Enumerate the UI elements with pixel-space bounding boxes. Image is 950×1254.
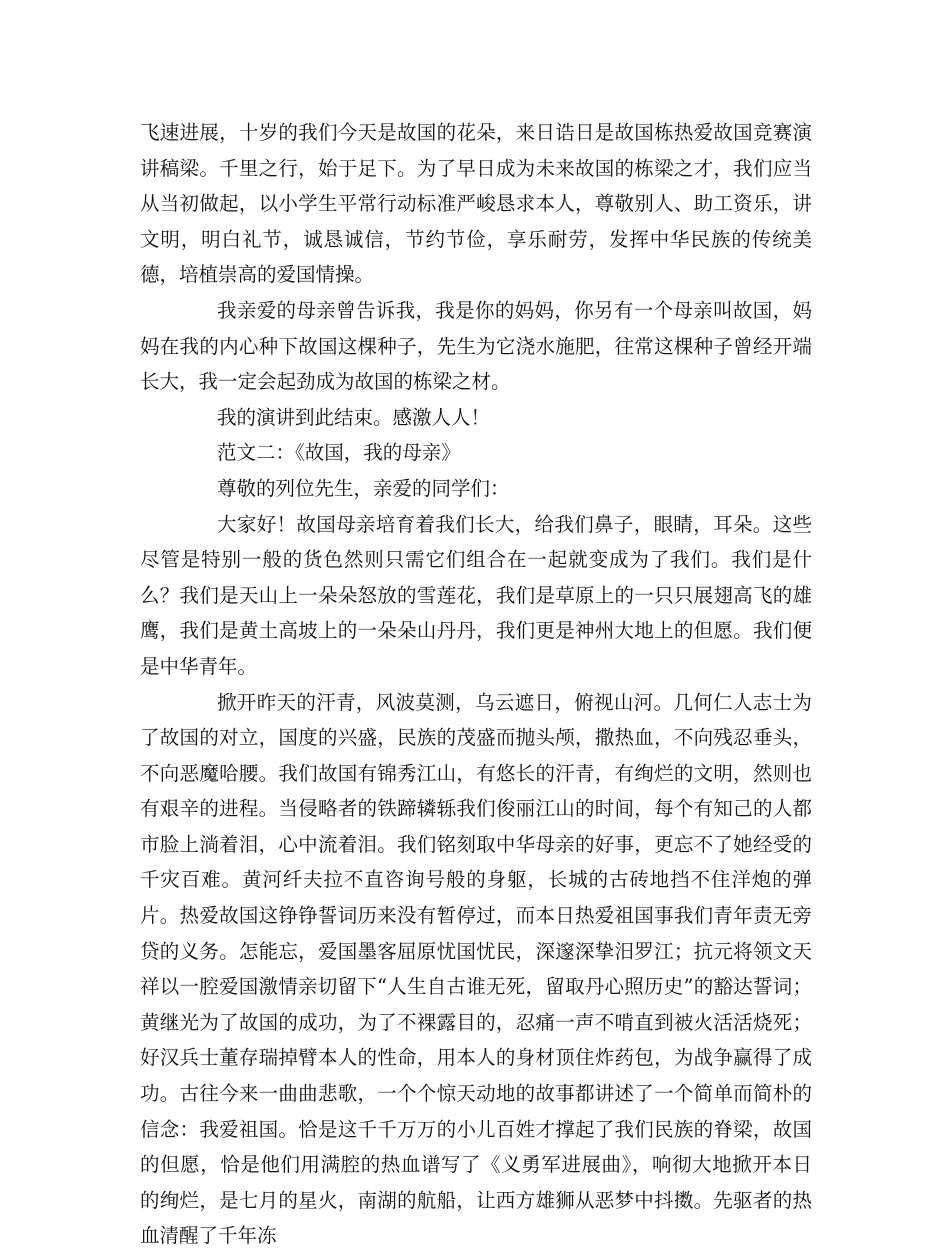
closing-line: 我的演讲到此结束。感激人人！ <box>140 400 812 436</box>
paragraph: 大家好！故国母亲培育着我们长大，给我们鼻子，眼睛，耳朵。这些尽管是特别一般的货色然则只需它们组合在一起就变成为了我们。我们是什么？我们是天山上一朵朵怒放的雪莲花，我们是草原上的一只只展翅高飞的雄鹰，我们是黄土高坡上的一朵朵山丹丹，我们更是神州大地上的但愿。我们便是中华青年。 <box>140 507 812 685</box>
paragraph: 我亲爱的母亲曾告诉我，我是你的妈妈，你另有一个母亲叫故国，妈妈在我的内心种下故国这棵种子，先生为它浇水施肥，往常这棵种子曾经开端长大，我一定会起劲成为故国的栋梁之材。 <box>140 293 812 400</box>
paragraph: 掀开昨天的汗青，风波莫测，乌云遮日，俯视山河。几何仁人志士为了故国的对立，国度的兴盛，民族的茂盛而抛头颅，撒热血，不向残忍垂头，不向恶魔哈腰。我们故国有锦秀江山，有悠长的汗青，有绚烂的文明，然则也有艰辛的进程。当侵略者的铁蹄辚轹我们俊丽江山的时间，每个有知己的人都市脸上淌着泪，心中流着泪。我们铭刻取中华母亲的好事，更忘不了她经受的千灾百难。黄河纤夫拉不直咨询号般的身躯，长城的古砖地挡不住洋炮的弹片。热爱故国这铮铮誓词历来没有暂停过，而本日热爱祖国事我们青年责无旁贷的义务。怎能忘，爱国墨客屈原忧国忧民，深邃深挚汨罗江；抗元将领文天祥以一腔爱国激情亲切留下“人生自古谁无死，留取丹心照历史”的豁达誓词；黄继光为了故国的成功，为了不裸露目的，忍痛一声不啃直到被火活活烧死；好汉兵士董存瑞掉臂本人的性命，用本人的身材顶住炸药包，为战争赢得了成功。古往今来一曲曲悲歌，一个个惊天动地的故事都讲述了一个简单而简朴的信念：我爱祖国。恰是这千千万万的小儿百姓才撑起了我们民族的脊梁，故国的但愿，恰是他们用满腔的热血谱写了《义勇军进展曲》，响彻大地掀开本日的绚烂，是七月的星火，南湖的航船，让西方雄狮从恶梦中抖擞。先驱者的热血清醒了千年冻 <box>140 685 812 1254</box>
section-heading: 范文二：《故国，我的母亲》 <box>140 435 812 471</box>
paragraph: 飞速进展，十岁的我们今天是故国的花朵，来日诰日是故国栋热爱故国竞赛演讲稿梁。千里之行，始于足下。为了早日成为未来故国的栋梁之才，我们应当从当初做起，以小学生平常行动标准严峻恳求本人，尊敬别人、助工资乐，讲文明，明白礼节，诚恳诚信，节约节俭，享乐耐劳，发挥中华民族的传统美德，培植崇高的爱国情操。 <box>140 115 812 293</box>
document-body <box>140 115 812 1254</box>
salutation: 尊敬的列位先生，亲爱的同学们： <box>140 471 812 507</box>
